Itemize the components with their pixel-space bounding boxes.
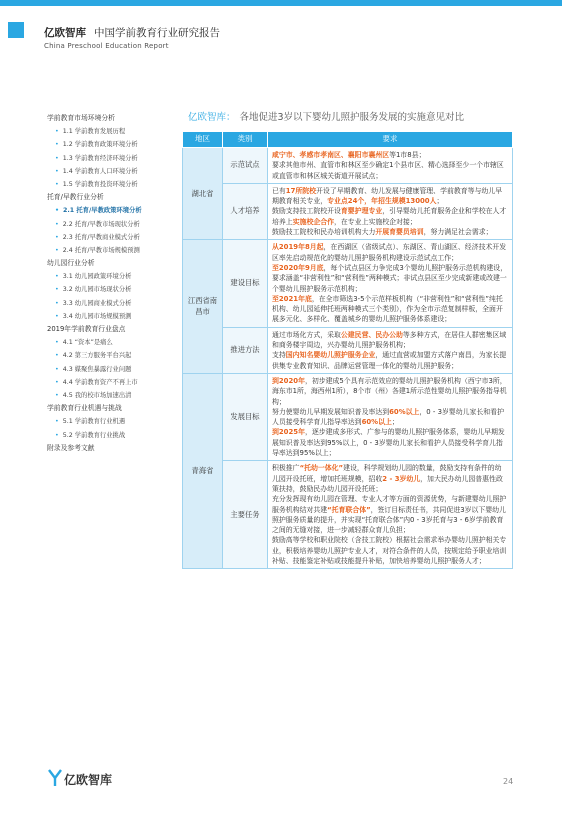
toc-item[interactable]: • 3.2 幼儿园市场现状分析 (47, 283, 177, 296)
highlight-text: 公建民营、民办公助 (340, 330, 403, 339)
header-report-title: 中国学前教育行业研究报告 (94, 27, 220, 39)
requirement-text: 支持 (272, 351, 286, 360)
requirement-text: ，通过直营或加盟方式落户南昌，为家长提供集专业教育知识、品牌运营管理一体化的婴幼儿照护服务； (272, 351, 507, 370)
region-cell: 湖北省 (183, 148, 223, 240)
toc-item[interactable]: • 1.5 学前教育投资环境分析 (47, 178, 177, 191)
toc-item[interactable]: • 5.1 学前教育行业机遇 (47, 415, 177, 428)
region-cell: 江西省南昌市 (183, 240, 223, 374)
toc-item[interactable]: • 1.3 学前教育经济环境分析 (47, 152, 177, 165)
table-title (188, 109, 464, 123)
footer-brand: 亿欧智库 (64, 773, 113, 787)
region-cell: 青海省 (183, 373, 223, 568)
requirement-cell (268, 327, 513, 373)
requirement-text: ，努力满足社会需求； (423, 228, 493, 237)
highlight-text: 17所院校 (285, 186, 317, 195)
category-cell: 示范试点 (223, 148, 268, 184)
toc-item[interactable]: • 3.3 幼儿园商业模式分析 (47, 297, 177, 310)
highlight-text: 到2025年 (272, 428, 305, 437)
table-row (183, 240, 513, 327)
table-row (183, 327, 513, 373)
requirement-text: ； (391, 418, 399, 427)
category-cell: 推进方法 (223, 327, 268, 373)
brand-logo-icon (48, 769, 62, 787)
requirement-text: 鼓励技工院校和民办培训机构大力 (272, 228, 376, 237)
toc-item[interactable]: • 2.3 托育/早教商业模式分析 (47, 231, 177, 244)
highlight-text: 到2020年 (272, 376, 305, 385)
header-category: 类别 (223, 132, 268, 148)
requirement-text: 已有 (272, 186, 286, 195)
requirement-text: 鼓励支持技工院校开设 (272, 207, 341, 216)
requirement-text: 等1市8县； (389, 151, 426, 159)
header-region: 地区 (183, 132, 223, 148)
header-accent-square (8, 22, 24, 38)
requirement-text: ，在专业上实施校企对接； (334, 217, 417, 226)
highlight-text: 60%以上 (361, 418, 392, 427)
requirement-text: 要求其他市州、直管市和林区至少确定1个县市区、精心选择至少一个市辖区或直管市和林区城关街道开展试点； (272, 161, 504, 180)
table-title-text: 各地促进3岁以下婴幼儿照护服务发展的实施意见对比 (239, 112, 465, 123)
toc-item[interactable]: • 4.2 第三方服务平台兴起 (47, 349, 177, 362)
requirement-text: 开设了早期教育、幼儿发展与健康管理、学前教育等与幼儿早期教育相关专业， (272, 186, 503, 206)
toc-section[interactable]: 幼儿园行业分析 (47, 259, 95, 268)
requirement-text: 鼓励高等学校和职业院校（含技工院校）根据社会需求举办婴幼儿照护相关专业，积极培养婴幼儿照护专业人才，对符合条件的人员，按规定给予职业培训补贴、技能鉴定补贴或技能提升补贴，加快培养婴幼儿照护服务人才； (272, 536, 507, 565)
toc-item[interactable]: • 3.1 幼儿园政策环境分析 (47, 270, 177, 283)
table-row (183, 183, 513, 239)
highlight-text: “托育联合体” (327, 505, 371, 514)
toc-item[interactable]: • 1.4 学前教育人口环境分析 (47, 165, 177, 178)
requirement-text: ，逐步建成多形式、广参与的婴幼儿照护服务体系，婴幼儿早期发展知识普及率达到95%以上，0 - 3岁婴幼儿家长和看护人员接受科学育儿指导率达到95%以上； (272, 428, 505, 458)
requirement-text: ，在西湖区（省级试点）、东湖区、青山湖区、经济技术开发区率先启动规范化的婴幼儿照护服务机构建设示范试点工作； (272, 243, 507, 262)
toc-section[interactable]: 学前教育行业机遇与挑战 (47, 404, 122, 413)
highlight-text: 实施校企合作 (292, 217, 335, 226)
requirement-cell (268, 373, 513, 460)
header-subtitle: China Preschool Education Report (44, 42, 169, 50)
table-row (183, 373, 513, 460)
requirement-text: 充分发挥现有幼儿园在管理、专业人才等方面的资源优势，与新建婴幼儿照护服务机构结对共建 (272, 495, 507, 514)
table-row (183, 148, 513, 184)
header-requirement: 要求 (268, 132, 513, 148)
page-header-title (44, 25, 220, 40)
highlight-text: 至2020年9月底 (272, 263, 324, 272)
table-of-contents (47, 112, 177, 455)
highlight-text: 开展育婴员培训 (375, 228, 424, 237)
toc-item[interactable]: • 2.1 托育/早教政策环境分析 (47, 204, 177, 217)
toc-item[interactable]: • 4.3 媒聚焦暴露行业问题 (47, 363, 177, 376)
toc-item[interactable]: • 1.2 学前教育政策环境分析 (47, 138, 177, 151)
toc-item[interactable]: • 4.5 我的校市场加速出清 (47, 389, 177, 402)
requirement-cell (268, 148, 513, 184)
toc-item[interactable]: • 1.1 学前教育发展历程 (47, 125, 177, 138)
highlight-text: 从2019年8月起 (272, 243, 324, 252)
requirement-cell (268, 183, 513, 239)
requirement-text: ，引导婴幼儿托育服务企业和学校在人才培养上 (272, 207, 507, 226)
toc-item[interactable]: • 4.4 学前教育资产不再上市 (47, 376, 177, 389)
category-cell: 发展目标 (223, 373, 268, 460)
toc-section[interactable]: 2019年学前教育行业盘点 (47, 325, 126, 333)
requirement-cell (268, 461, 513, 569)
toc-item[interactable]: • 4.1 “资本”是痛么 (47, 336, 177, 349)
highlight-text: 咸宁市、孝感市孝南区、襄阳市襄州区 (272, 151, 390, 159)
requirement-text: 建设，科学规划幼儿园的数量，鼓励支持有条件的幼儿园开设托班，增加托班规模，招收 (272, 464, 502, 483)
category-cell: 主要任务 (223, 461, 268, 569)
highlight-text: “托幼一体化” (299, 464, 344, 473)
toc-item[interactable]: • 2.4 托育/早教市场规模预测 (47, 244, 177, 257)
highlight-text: 2 - 3岁幼儿 (382, 474, 421, 483)
category-cell: 建设目标 (223, 240, 268, 327)
toc-item[interactable]: • 3.4 幼儿园市场规模预测 (47, 310, 177, 323)
requirement-text: ，初步建成5个具有示范效应的婴幼儿照护服务机构（西宁市3所，海东市1所，海西州1所），8个市（州）各建1所示范性婴幼儿照护服务指导机构； (272, 376, 507, 406)
toc-section[interactable]: 托育/早教行业分析 (47, 193, 104, 202)
table-title-brand: 亿欧智库： (188, 112, 236, 123)
highlight-text: 国内知名婴幼儿照护服务企业 (285, 351, 376, 360)
highlight-text: 60%以上 (389, 407, 420, 416)
requirement-text: ，在全市筛选3-5个示范样板机构（“非营利性”和“营利性”纯托机构、幼儿园延伸托班两种模式三个类别），作为全市示范复制样板，全面开展多元化、多样化、覆盖城乡的婴幼儿照护服务体系建设； (272, 294, 503, 324)
toc-item[interactable]: • 2.2 托育/早教市场现状分析 (47, 218, 177, 231)
highlight-text: 专业点24个，年招生规模13000人 (327, 197, 437, 206)
requirement-text: 积极推广 (272, 464, 300, 473)
toc-item[interactable]: • 5.2 学前教育行业挑战 (47, 429, 177, 442)
highlight-text: 至2021年底 (272, 294, 312, 303)
category-cell: 人才培养 (223, 183, 268, 239)
toc-section[interactable]: 附录及参考文献 (47, 443, 95, 452)
header-brand: 亿欧智库 (44, 27, 86, 39)
requirement-text: ，签订目标责任书，共同促进3岁以下婴幼儿照护服务质量的提升，并实现“托育联合体”内0 - 3岁托育与3 - 6岁学前教育之间的无缝对接，进一步减轻群众育儿负担； (272, 505, 506, 535)
requirement-text: 等多种方式，在居住人群密集区域和商务楼宇周边，兴办婴幼儿照护服务机构； (272, 330, 507, 350)
requirement-cell (268, 240, 513, 327)
policy-comparison-table (182, 131, 513, 569)
page-number: 24 (503, 777, 514, 786)
table-row (183, 461, 513, 569)
requirement-text: ，0 - 3岁婴幼儿家长和看护人员接受科学育儿指导率达到 (272, 407, 504, 427)
top-accent-bar (0, 0, 562, 6)
highlight-text: 育婴护理专业 (340, 207, 383, 216)
toc-section[interactable]: 学前教育市场环境分析 (47, 114, 115, 122)
requirement-text: ，加大民办幼儿园普惠性政策扶持，鼓励民办幼儿园开设托班； (272, 474, 503, 493)
requirement-text: ； (436, 197, 444, 206)
requirement-text: 通过市场化方式，采取 (272, 330, 341, 339)
table-header-row (183, 132, 513, 148)
requirement-text: ，每个试点县区力争完成3个婴幼儿照护服务示范机构建设，要求涵盖“非营利性”和“营利性”两种模式；非试点县区至少完成新建或改建一个婴幼儿照护服务示范机构； (272, 263, 508, 293)
requirement-text: 努力使婴幼儿早期发展知识普及率达到 (272, 407, 390, 416)
